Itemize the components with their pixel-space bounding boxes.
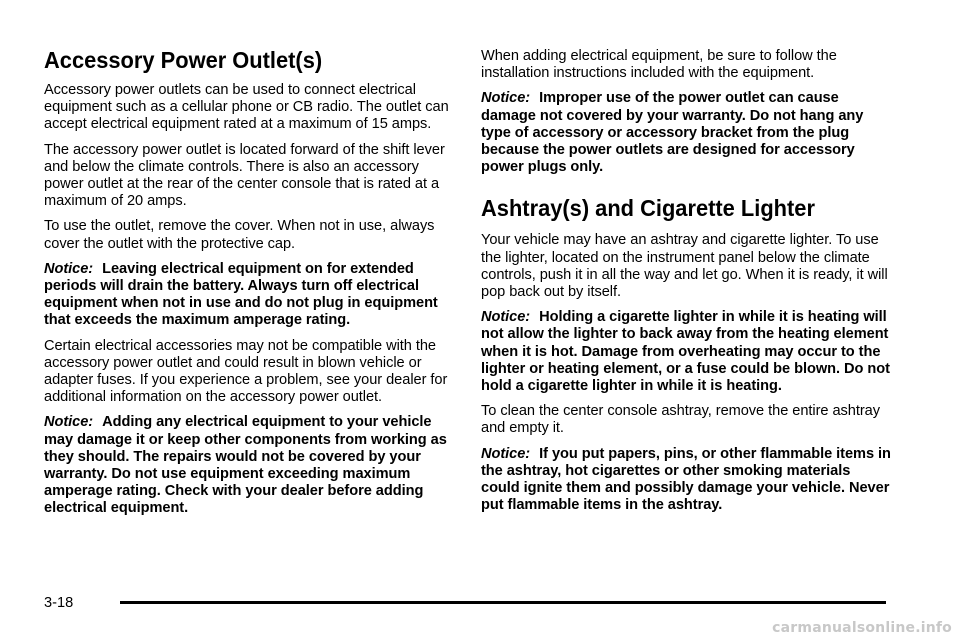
paragraph-cleaning-ashtray: To clean the center console ashtray, remove the entire ashtray and empty it. <box>481 403 880 437</box>
notice-text: If you put papers, pins, or other flammable items in the ashtray, hot cigarettes or other smoking materials could ignite them and possibly damage your vehicle. Never put flammable items in the ashtray. <box>481 445 891 514</box>
notice-improper-use <box>481 90 891 176</box>
paragraph-compatibility: Certain electrical accessories may not be compatible with the accessory power outlet and could result in blown vehicle or adapter fuses. If you experience a problem, see your dealer for additional information on the accessory power outlet. <box>44 337 448 406</box>
paragraph-location: The accessory power outlet is located forward of the shift lever and below the climate controls. There is also an accessory power outlet at the rear of the center console that is rated at a maximum of 20 amps. <box>44 141 445 210</box>
paragraph-installation: When adding electrical equipment, be sure to follow the installation instructions included with the equipment. <box>481 48 837 82</box>
notice-text: Improper use of the power outlet can cause damage not covered by your warranty. Do not hang any type of accessory or accessory bracket from the plug because the power outlets are designed for accessory power plugs only. <box>481 90 864 176</box>
notice-label: Notice: <box>44 260 94 277</box>
left-column <box>44 0 454 526</box>
notice-adding-equipment <box>44 414 454 517</box>
notice-battery-drain <box>44 261 454 330</box>
notice-flammable-items <box>481 446 891 515</box>
paragraph-intro: Accessory power outlets can be used to connect electrical equipment such as a cellular phone or CB radio. The outlet can accept electrical equipment rated at a maximum of 15 amps. <box>44 82 449 133</box>
notice-text: Holding a cigarette lighter in while it is heating will not allow the lighter to back away from the heating element when it is hot. Damage from overheating may occur to the lighter or heating element, or a fuse could be blown. Do not hold a cigarette lighter in while it is heating. <box>481 309 890 395</box>
right-column <box>481 0 891 522</box>
notice-holding-lighter <box>481 309 891 395</box>
notice-label: Notice: <box>44 414 94 431</box>
footer-divider <box>120 601 886 604</box>
notice-text: Adding any electrical equipment to your vehicle may damage it or keep other components from working as they should. The repairs would not be covered by your warranty. Do not use equipment exceeding maximum amperage rating. Check with your dealer before adding electrical equipment. <box>44 414 447 517</box>
notice-label: Notice: <box>481 90 531 107</box>
notice-label: Notice: <box>481 445 531 462</box>
paragraph-usage: To use the outlet, remove the cover. When not in use, always cover the outlet with the protective cap. <box>44 218 435 252</box>
page-number: 3-18 <box>44 595 74 611</box>
notice-label: Notice: <box>481 309 531 326</box>
notice-text: Leaving electrical equipment on for extended periods will drain the battery. Always turn off electrical equipment when not in use and do not plug in equipment that exceeds the maximum amperage rating. <box>44 260 438 329</box>
paragraph-lighter-usage: Your vehicle may have an ashtray and cigarette lighter. To use the lighter, located on the instrument panel below the climate controls, push it in all the way and let go. When it is ready, it will pop back out by itself. <box>481 232 888 301</box>
heading-ashtray-cigarette-lighter: Ashtray(s) and Cigarette Lighter <box>481 195 815 222</box>
heading-accessory-power-outlets: Accessory Power Outlet(s) <box>44 47 323 73</box>
watermark: carmanualsonline.info <box>772 620 952 636</box>
